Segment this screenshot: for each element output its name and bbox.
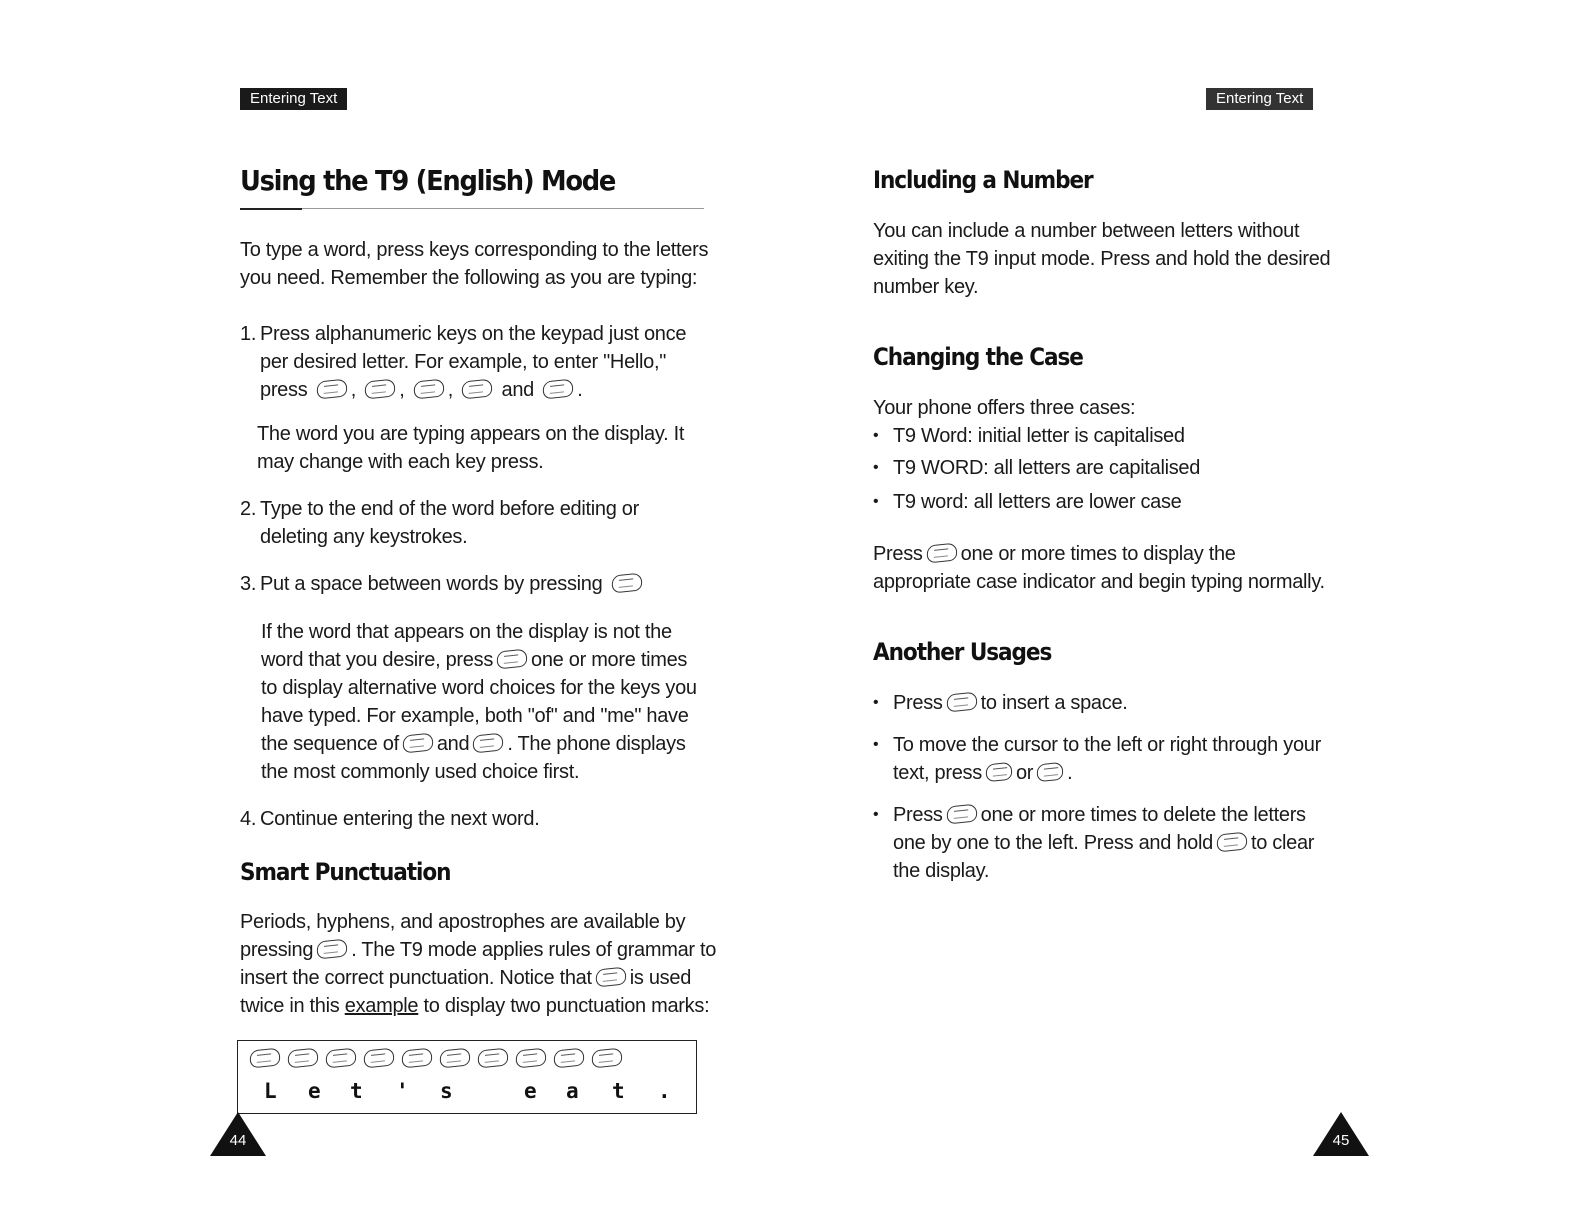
- key-1-icon: [317, 938, 348, 959]
- key-3-icon: [473, 732, 504, 753]
- section-tab-left: Entering Text: [240, 88, 347, 110]
- usage-item: • To move the cursor to the left or right through your text, press or .: [873, 734, 1321, 784]
- smart-punctuation-heading: Smart Punctuation: [240, 858, 451, 886]
- step-1: 1. Press alphanumeric keys on the keypad just once per desired letter. For example, to enter "Hello," press , , , and .: [240, 323, 687, 401]
- seq-letter: L: [264, 1079, 277, 1103]
- nav-left-key-icon: [986, 761, 1013, 782]
- case-item: • T9 word: all letters are lower case: [873, 491, 1182, 513]
- title-rule-accent: [240, 208, 302, 210]
- including-number-heading: Including a Number: [873, 166, 1093, 194]
- clear-key-icon: [946, 803, 977, 824]
- key-5-icon: [462, 378, 493, 399]
- key-hash-icon: [440, 1047, 471, 1068]
- seq-letter: e: [524, 1079, 537, 1103]
- key-1-icon: [364, 1047, 395, 1068]
- usage-item: • Press one or more times to delete the letters one by one to the left. Press and hold to clear the display.: [873, 804, 1315, 882]
- page-title: Using the T9 (English) Mode: [240, 164, 616, 197]
- key-6-icon: [402, 732, 433, 753]
- key-5-icon: [250, 1047, 281, 1068]
- seq-letter: a: [566, 1079, 579, 1103]
- page-number-right: 45: [1313, 1112, 1369, 1156]
- key-0-icon: [497, 648, 528, 669]
- including-number-paragraph: You can include a number between letters without exiting the T9 input mode. Press and hold the desired number key.: [873, 220, 1331, 298]
- key-6-icon: [543, 378, 574, 399]
- smart-punctuation-paragraph: Periods, hyphens, and apostrophes are available by pressing . The T9 mode applies rules of grammar to insert the correct punctuation. Notice that is used twice in this example to display two punctuation marks:: [240, 911, 717, 1017]
- key-hash-icon: [946, 691, 977, 712]
- key-4-icon: [316, 378, 347, 399]
- seq-letter: .: [658, 1079, 671, 1103]
- key-7-icon: [402, 1047, 433, 1068]
- title-rule: [240, 208, 704, 209]
- case-instruction: Press one or more times to display the appropriate case indicator and begin typing normally.: [873, 543, 1325, 593]
- key-8-icon: [326, 1047, 357, 1068]
- section-tab-right: Entering Text: [1206, 88, 1313, 110]
- key-8-icon: [554, 1047, 585, 1068]
- step-3: 3. Put a space between words by pressing: [240, 570, 646, 598]
- nav-right-key-icon: [1037, 761, 1064, 782]
- seq-letter: ': [396, 1079, 409, 1103]
- intro-paragraph: To type a word, press keys corresponding to the letters you need. Remember the following as you are typing:: [240, 239, 709, 289]
- usage-item: • Press to insert a space.: [873, 692, 1128, 714]
- seq-letter: t: [612, 1079, 625, 1103]
- key-star-icon: [926, 542, 957, 563]
- key-1-icon: [595, 966, 626, 987]
- key-sequence-row: [250, 1049, 622, 1067]
- key-3-icon: [288, 1047, 319, 1068]
- key-sequence-example: [237, 1040, 697, 1114]
- page-number-left: 44: [210, 1112, 266, 1156]
- key-1-icon: [592, 1047, 623, 1068]
- another-usages-heading: Another Usages: [873, 638, 1052, 666]
- key-hash-icon: [611, 572, 642, 593]
- case-item: • T9 Word: initial letter is capitalised: [873, 425, 1185, 447]
- sequence-letters: [238, 1079, 696, 1109]
- step-1-note: The word you are typing appears on the display. It may change with each key press.: [257, 423, 685, 473]
- changing-case-heading: Changing the Case: [873, 343, 1083, 371]
- seq-letter: t: [350, 1079, 363, 1103]
- key-3-icon: [365, 378, 396, 399]
- key-5-icon: [413, 378, 444, 399]
- step-3-note: If the word that appears on the display is not the word that you desire, press one or more times to display alternative word choices for the keys you have typed. For example, both "of" and "me" have the sequence of and . The phone displays the most commonly used choice first.: [261, 621, 697, 783]
- key-3-icon: [478, 1047, 509, 1068]
- seq-letter: e: [308, 1079, 321, 1103]
- changing-case-intro: Your phone offers three cases: • T9 Word: initial letter is capitalised: [873, 394, 1185, 450]
- seq-letter: s: [440, 1079, 453, 1103]
- step-2: 2. Type to the end of the word before editing or deleting any keystrokes.: [240, 498, 639, 548]
- key-2-icon: [516, 1047, 547, 1068]
- step-4: 4. Continue entering the next word.: [240, 808, 540, 830]
- clear-key-icon: [1216, 831, 1247, 852]
- case-item: • T9 WORD: all letters are capitalised: [873, 457, 1201, 479]
